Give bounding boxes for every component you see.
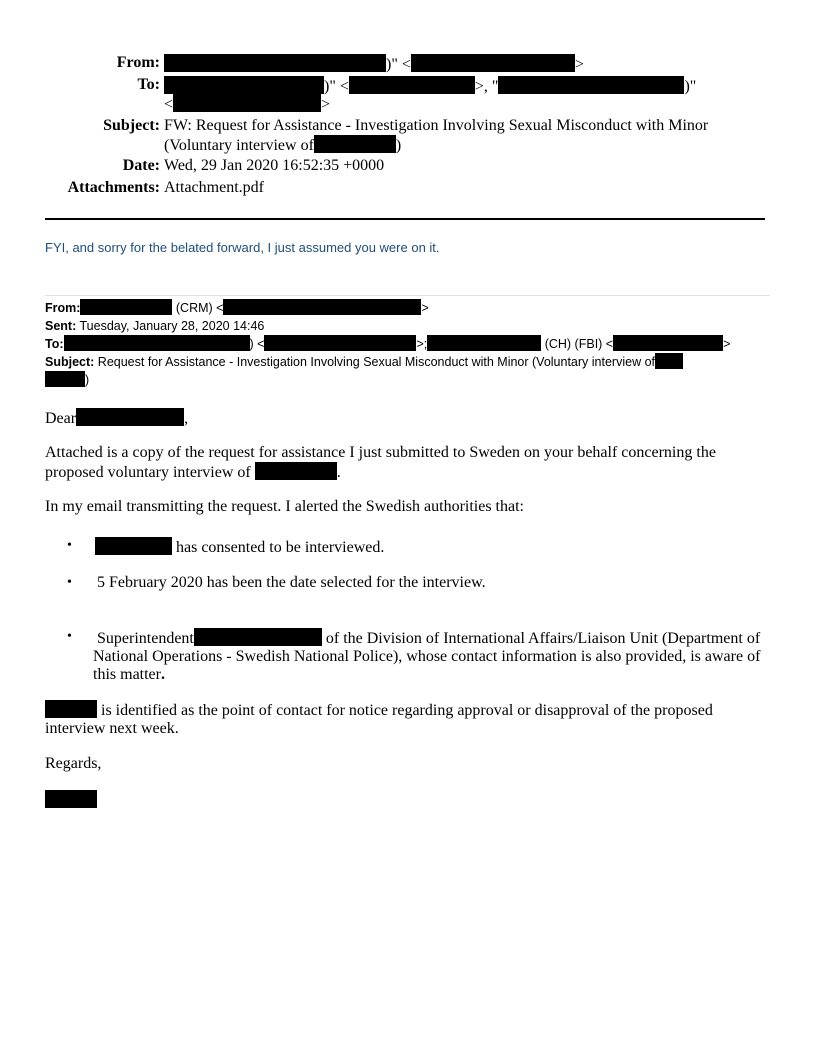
attachment-link[interactable]: Attachment.pdf xyxy=(164,179,264,196)
redaction-box xyxy=(173,94,321,112)
redaction-box xyxy=(223,299,421,315)
redaction-box xyxy=(164,54,386,72)
paragraph-3: is identified as the point of contact for notice regarding approval or disapproval of the proposed interview next week. xyxy=(45,702,713,737)
forward-divider xyxy=(45,295,770,296)
header-subject-label: Subject: xyxy=(103,117,160,134)
fw-subject-row-cont: ) xyxy=(45,371,89,389)
redaction-box xyxy=(80,299,172,315)
redaction-box xyxy=(349,76,475,94)
redaction-box xyxy=(64,335,250,351)
fw-sent-row: Sent: Tuesday, January 28, 2020 14:46 xyxy=(45,319,265,333)
paragraph-2: In my email transmitting the request. I alerted the Swedish authorities that: xyxy=(45,498,524,515)
header-subject-value: FW: Request for Assistance - Investigation Involving Sexual Misconduct with Minor xyxy=(164,117,709,134)
redaction-box xyxy=(411,54,575,72)
fw-to-row: To: ) < >; (CH) (FBI) < > xyxy=(45,337,731,351)
paragraph-1: Attached is a copy of the request for assistance I just submitted to Sweden on your behalf concerning the proposed voluntary interview of . xyxy=(45,444,716,481)
header-attachments-label: Attachments: xyxy=(67,179,160,196)
bullet-dot: • xyxy=(67,575,72,590)
header-divider xyxy=(45,218,765,220)
bullet-dot: • xyxy=(67,538,72,553)
redaction-box xyxy=(255,462,337,480)
redaction-box xyxy=(76,408,184,426)
redaction-box xyxy=(498,76,684,94)
bullet-item-1: has consented to be interviewed. xyxy=(95,537,770,557)
fw-subject-row: Subject: Request for Assistance - Investigation Involving Sexual Misconduct with Minor (Voluntary interview of xyxy=(45,353,683,371)
redaction-box xyxy=(264,335,416,351)
greeting: Dear , xyxy=(45,410,189,427)
redaction-box xyxy=(45,371,85,387)
redaction-box xyxy=(194,628,322,646)
header-date-value: Wed, 29 Jan 2020 16:52:35 +0000 xyxy=(164,157,385,174)
header-date-label: Date: xyxy=(122,157,160,174)
fw-from-row: From: (CRM) < > xyxy=(45,301,429,315)
redaction-box xyxy=(164,76,324,94)
redaction-box xyxy=(314,135,396,153)
header-to-label: To: xyxy=(137,76,160,93)
redaction-box xyxy=(45,700,97,718)
closing: Regards, xyxy=(45,755,102,772)
redaction-box xyxy=(427,335,541,351)
bullet-dot: • xyxy=(67,629,72,644)
header-from-label: From: xyxy=(116,54,160,71)
redaction-box xyxy=(655,353,683,369)
redaction-box xyxy=(95,537,172,555)
redaction-box xyxy=(613,335,723,351)
signature-redaction-box xyxy=(45,790,97,808)
fyi-note: FYI, and sorry for the belated forward, I just assumed you were on it. xyxy=(45,240,440,255)
bullet-item-2: 5 February 2020 has been the date selected for the interview. xyxy=(97,574,486,591)
bullet-item-3: Superintendent of the Division of International Affairs/Liaison Unit (Department of National Operations - Swedish National Police), whose contact information is also provided, is aware of this matter. xyxy=(93,630,761,683)
